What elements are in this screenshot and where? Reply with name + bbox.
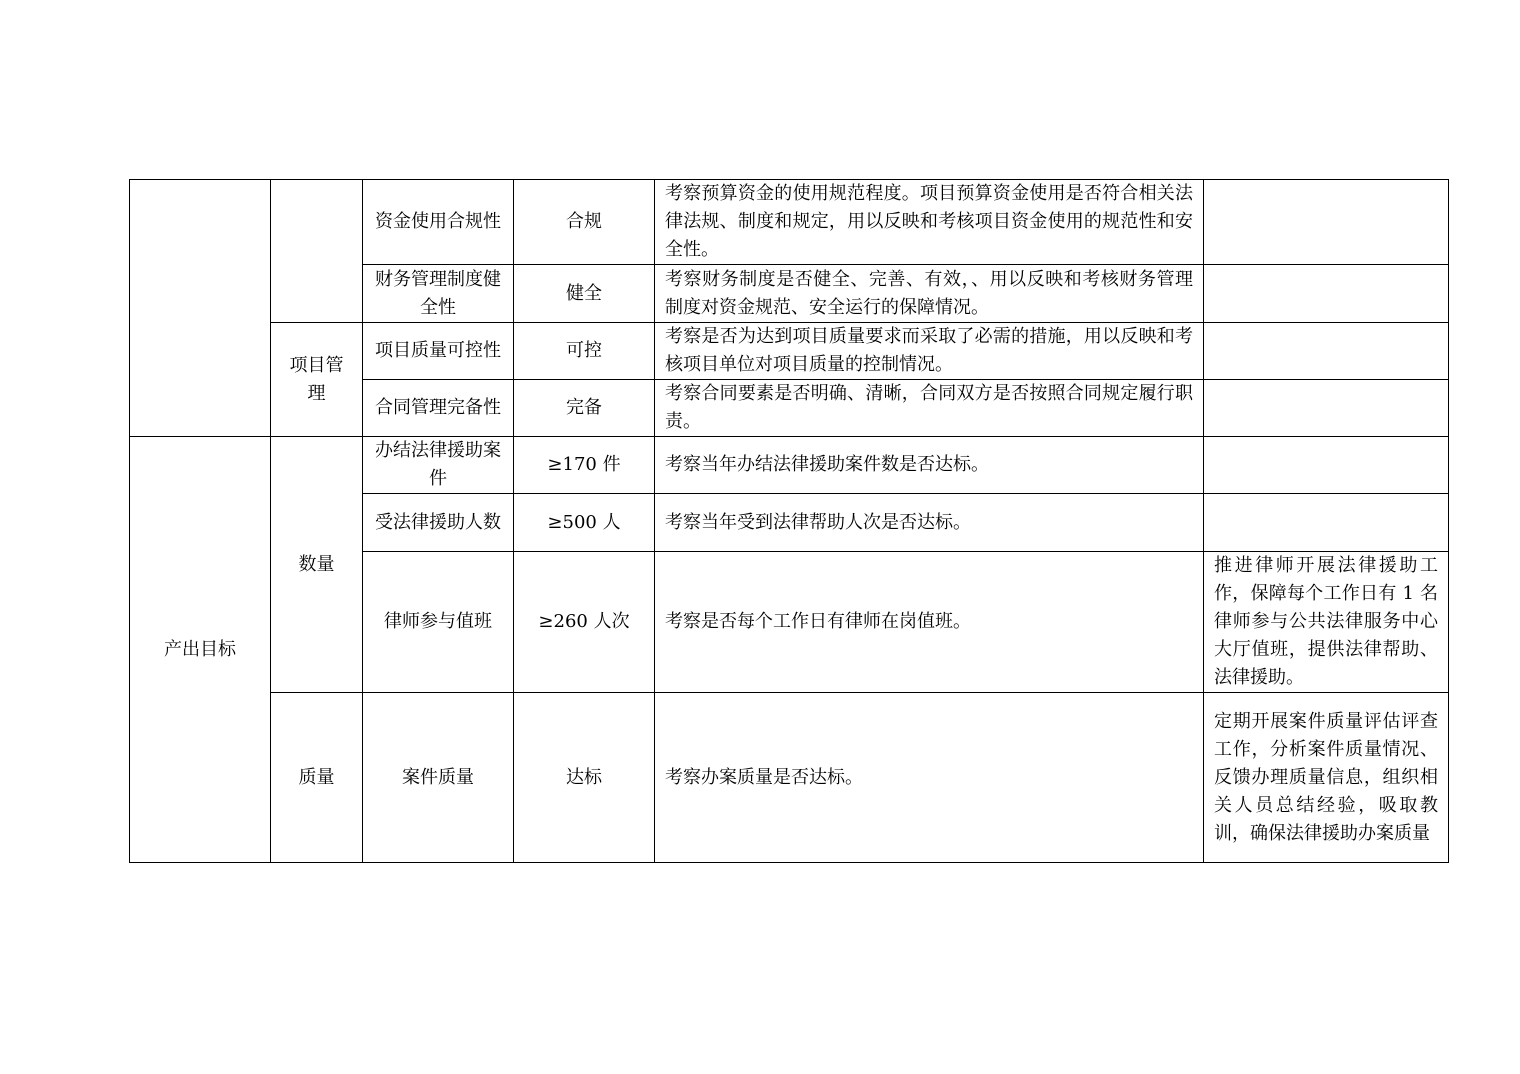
indicator-note: 定期开展案件质量评估评查工作，分析案件质量情况、反馈办理质量信息，组织相关人员总结经验，吸取教训，确保法律援助办案质量	[1204, 693, 1449, 863]
table-row	[130, 437, 1449, 494]
table-row	[130, 693, 1449, 863]
level2-cell-empty	[271, 180, 363, 323]
indicator-note: 推进律师开展法律援助工作，保障每个工作日有 1 名律师参与公共法律服务中心大厅值班，提供法律帮助、法律援助。	[1204, 552, 1449, 693]
indicator-note	[1204, 494, 1449, 552]
level1-cell-empty	[130, 180, 271, 437]
target-value: 达标	[514, 693, 655, 863]
level3-indicator: 案件质量	[363, 693, 514, 863]
target-value: ≥170 件	[514, 437, 655, 494]
level2-indicator: 质量	[271, 693, 363, 863]
indicator-description: 考察财务制度是否健全、完善、有效，、用以反映和考核财务管理制度对资金规范、安全运行的保障情况。	[655, 265, 1204, 323]
level3-indicator: 律师参与值班	[363, 552, 514, 693]
indicator-description: 考察是否为达到项目质量要求而采取了必需的措施，用以反映和考核项目单位对项目质量的控制情况。	[655, 323, 1204, 380]
indicator-note	[1204, 323, 1449, 380]
level3-indicator: 项目质量可控性	[363, 323, 514, 380]
target-value: 合规	[514, 180, 655, 265]
indicator-description: 考察预算资金的使用规范程度。项目预算资金使用是否符合相关法律法规、制度和规定，用以反映和考核项目资金使用的规范性和安全性。	[655, 180, 1204, 265]
indicator-description: 考察是否每个工作日有律师在岗值班。	[655, 552, 1204, 693]
level1-indicator: 产出目标	[130, 437, 271, 863]
level2-indicator: 项目管理	[271, 323, 363, 437]
indicator-description: 考察办案质量是否达标。	[655, 693, 1204, 863]
indicator-note	[1204, 380, 1449, 437]
target-value: 完备	[514, 380, 655, 437]
level3-indicator: 合同管理完备性	[363, 380, 514, 437]
indicator-note	[1204, 265, 1449, 323]
table-row	[130, 323, 1449, 380]
level3-indicator: 财务管理制度健全性	[363, 265, 514, 323]
target-value: 可控	[514, 323, 655, 380]
target-value: ≥260 人次	[514, 552, 655, 693]
level2-indicator: 数量	[271, 437, 363, 693]
indicator-description: 考察当年受到法律帮助人次是否达标。	[655, 494, 1204, 552]
indicator-description: 考察合同要素是否明确、清晰，合同双方是否按照合同规定履行职责。	[655, 380, 1204, 437]
target-value: 健全	[514, 265, 655, 323]
target-value: ≥500 人	[514, 494, 655, 552]
level3-indicator: 办结法律援助案件	[363, 437, 514, 494]
indicator-description: 考察当年办结法律援助案件数是否达标。	[655, 437, 1204, 494]
level3-indicator: 受法律援助人数	[363, 494, 514, 552]
indicator-note	[1204, 180, 1449, 265]
table-row	[130, 180, 1449, 265]
indicator-table	[129, 179, 1449, 863]
level3-indicator: 资金使用合规性	[363, 180, 514, 265]
indicator-note	[1204, 437, 1449, 494]
